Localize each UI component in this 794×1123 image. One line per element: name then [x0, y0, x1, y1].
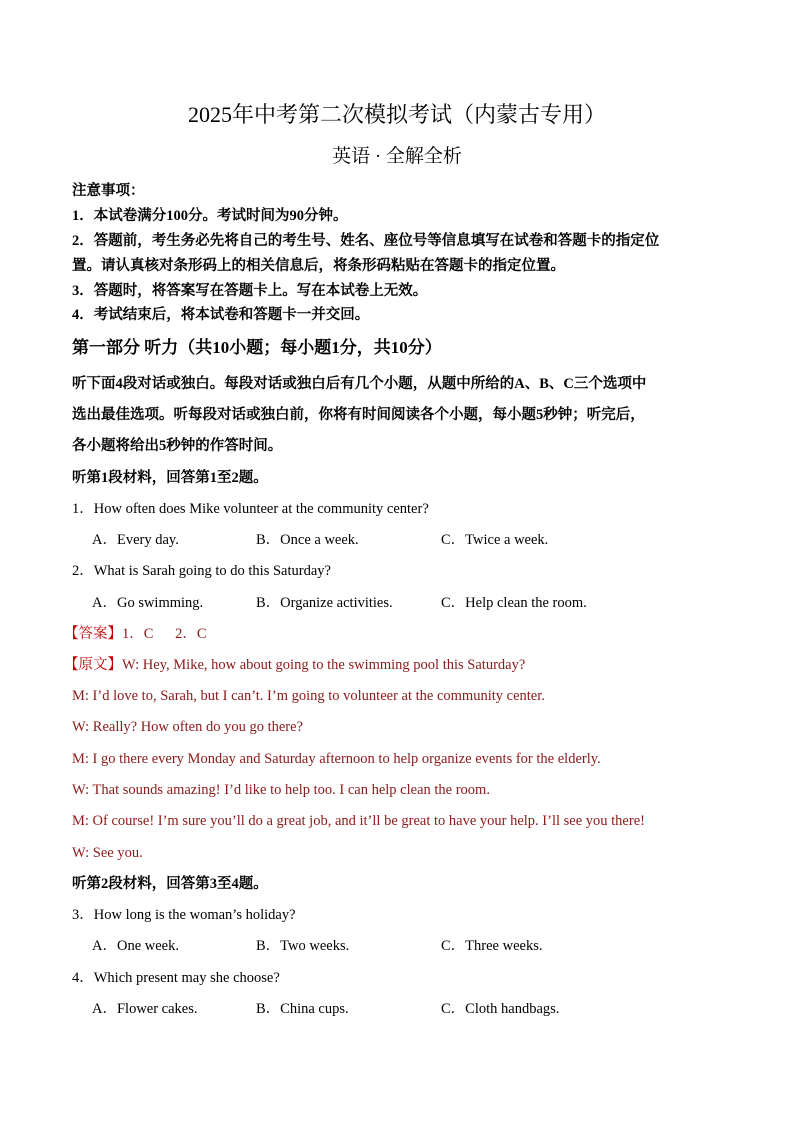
option-c: C．Cloth handbags. [441, 1001, 560, 1017]
option-c: C．Three weeks. [441, 938, 543, 954]
notice-heading: 注意事项： [72, 183, 145, 199]
transcript-tag: 【原文】 [64, 657, 122, 673]
option-a: A．Go swimming. [92, 595, 204, 611]
page-title: 2025年中考第二次模拟考试（内蒙古专用） [187, 102, 606, 127]
notice-item: 置。请认真核对条形码上的相关信息后，将条形码粘贴在答题卡的指定位置。 [72, 258, 565, 274]
answer-line [64, 624, 207, 644]
instruction-line: 听下面4段对话或独白。每段对话或独白后有几个小题，从题中所给的A、B、C三个选项中 [72, 376, 647, 392]
transcript-line: M: I’d love to, Sarah, but I can’t. I’m going to volunteer at the community center. [72, 688, 545, 704]
notice-item: 2．答题前，考生务必先将自己的考生号、姓名、座位号等信息填写在试卷和答题卡的指定位 [72, 233, 660, 249]
notice-item: 3．答题时，将答案写在答题卡上。写在本试卷上无效。 [72, 283, 428, 299]
part-heading: 听第2段材料，回答第3至4题。 [72, 876, 268, 892]
question-stem: 3．How long is the woman’s holiday? [72, 907, 296, 923]
option-a: A．Every day. [92, 532, 179, 548]
page-subtitle: 英语 · 全解全析 [332, 146, 462, 167]
option-a: A．One week. [92, 938, 179, 954]
section-heading: 第一部分 听力（共10小题；每小题1分，共10分） [72, 338, 442, 357]
transcript-line: W: Really? How often do you go there? [72, 719, 303, 735]
option-a: A．Flower cakes. [92, 1001, 198, 1017]
notice-item: 1．本试卷满分100分。考试时间为90分钟。 [72, 208, 348, 224]
question-stem: 4．Which present may she choose? [72, 970, 280, 986]
option-b: B．Once a week. [256, 532, 359, 548]
instruction-line: 选出最佳选项。听每段对话或独白前，你将有时间阅读各个小题，每小题5秒钟；听完后， [72, 407, 645, 423]
option-b: B．China cups. [256, 1001, 349, 1017]
option-c: C．Twice a week. [441, 532, 549, 548]
option-b: B．Organize activities. [256, 595, 393, 611]
transcript-line: W: That sounds amazing! I’d like to help too. I can help clean the room. [72, 782, 490, 798]
option-c: C．Help clean the room. [441, 595, 587, 611]
part-heading: 听第1段材料，回答第1至2题。 [72, 470, 268, 486]
transcript-text: W: Hey, Mike, how about going to the swimming pool this Saturday? [122, 657, 526, 673]
transcript-line [64, 655, 525, 675]
transcript-line: M: I go there every Monday and Saturday afternoon to help organize events for the elderly. [72, 751, 601, 767]
answer-text: 1．C 2．C [122, 626, 207, 642]
option-b: B．Two weeks. [256, 938, 350, 954]
notice-item: 4．考试结束后，将本试卷和答题卡一并交回。 [72, 307, 370, 323]
question-stem: 1．How often does Mike volunteer at the community center? [72, 501, 429, 517]
instruction-line: 各小题将给出5秒钟的作答时间。 [72, 438, 283, 454]
answer-tag: 【答案】 [64, 626, 122, 642]
transcript-line: W: See you. [72, 845, 143, 861]
question-stem: 2．What is Sarah going to do this Saturday? [72, 563, 331, 579]
transcript-line: M: Of course! I’m sure you’ll do a great job, and it’ll be great to have your help. I’ll see you there! [72, 813, 645, 829]
